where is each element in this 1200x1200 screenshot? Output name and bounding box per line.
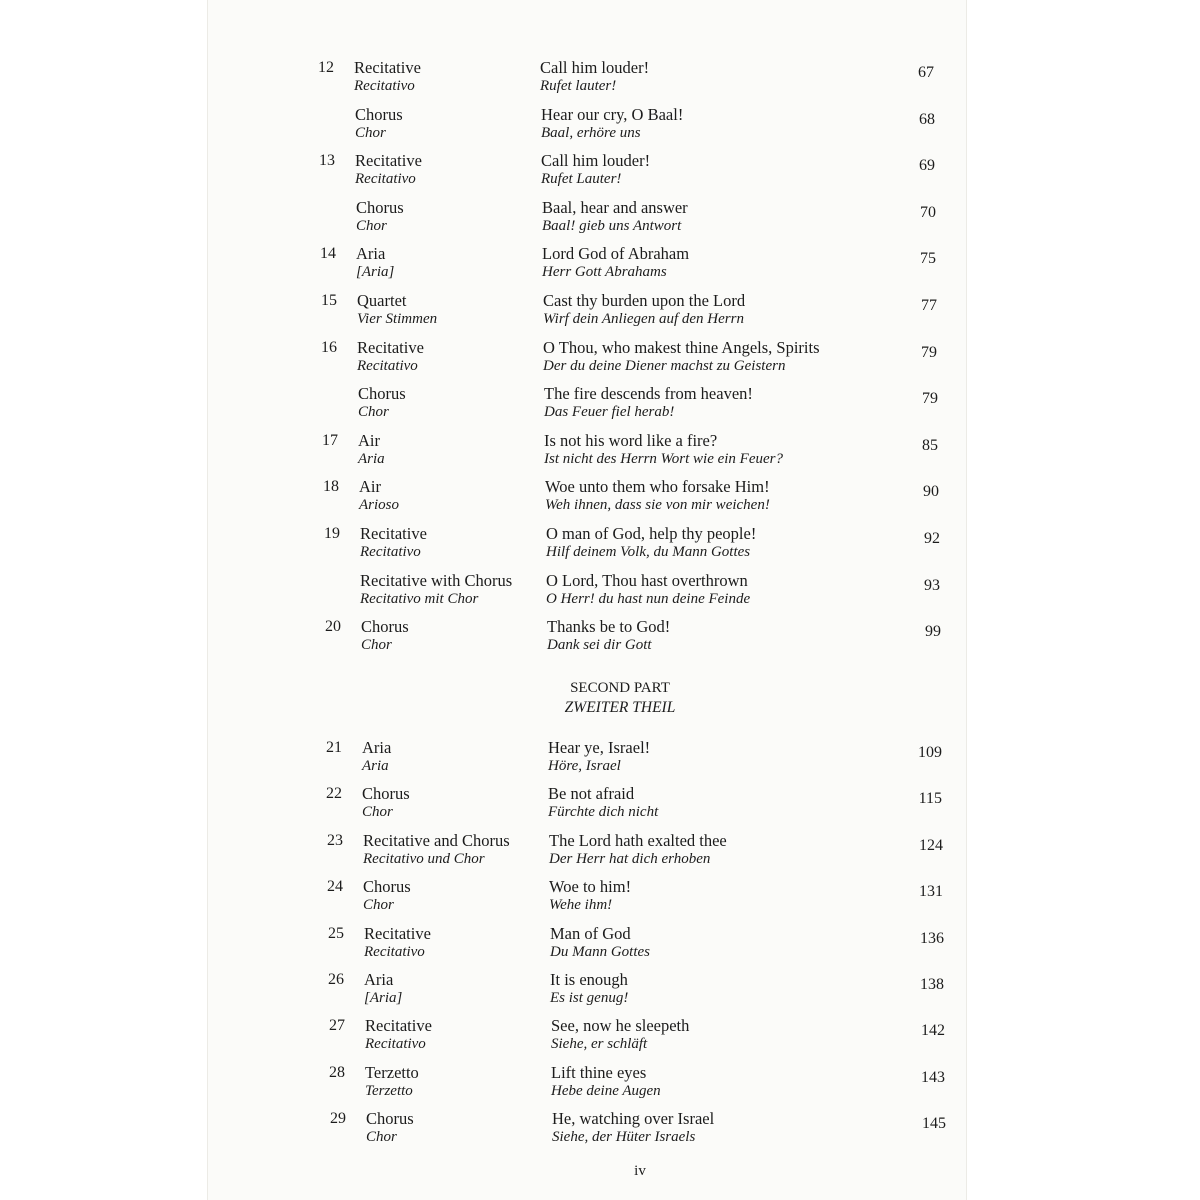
- movement-form-german: Terzetto: [365, 1082, 413, 1099]
- movement-form-german: Chor: [362, 804, 393, 821]
- movement-title-german: Hilf deinem Volk, du Mann Gottes: [546, 544, 751, 560]
- contents-entry: [0, 338, 1200, 382]
- movement-form-german: Recitativo und Chor: [363, 850, 485, 867]
- movement-title-english: Baal, hear and answer: [542, 197, 688, 217]
- contents-entry: [0, 1016, 1200, 1060]
- movement-number: 27: [329, 1017, 345, 1035]
- page-number: 142: [921, 1022, 945, 1040]
- movement-title-german: Rufet lauter!: [540, 78, 617, 94]
- movement-form-english: Recitative with Chorus: [360, 570, 513, 590]
- movement-form-german: Recitativo: [364, 943, 425, 960]
- movement-title-german: Rufet Lauter!: [541, 171, 622, 188]
- movement-title-german: Baal! gieb uns Antwort: [542, 217, 682, 234]
- contents-entry: [0, 784, 1200, 828]
- movement-title-english: Woe to him!: [549, 877, 632, 897]
- movement-title-english: The Lord hath exalted thee: [549, 830, 727, 850]
- page-number: 99: [925, 623, 941, 641]
- movement-title-english: O Lord, Thou hast overthrown: [546, 570, 748, 590]
- movement-form-english: Recitative: [365, 1016, 432, 1036]
- movement-title-german: Der Herr hat dich erhoben: [549, 850, 711, 867]
- movement-title-english: See, now he sleepeth: [551, 1016, 690, 1036]
- page-number: 138: [920, 976, 944, 993]
- movement-number: 26: [328, 971, 344, 988]
- movement-form-german: Recitativo: [355, 171, 416, 188]
- movement-form-german: Recitativo: [365, 1036, 426, 1053]
- movement-form-german: Recitativo mit Chor: [360, 590, 479, 607]
- movement-title-english: Be not afraid: [548, 784, 635, 804]
- movement-number: 16: [321, 338, 337, 356]
- movement-number: 12: [318, 59, 334, 76]
- movement-title-english: He, watching over Israel: [552, 1109, 715, 1129]
- movement-form-german: Chor: [358, 404, 389, 421]
- page-number: 75: [920, 250, 936, 268]
- movement-title-german: Das Feuer fiel herab!: [544, 404, 675, 421]
- movement-number: 13: [319, 152, 335, 170]
- contents-entry: [0, 477, 1200, 521]
- page-number: 69: [919, 157, 935, 175]
- movement-title-german: Wirf dein Anliegen auf den Herrn: [543, 311, 744, 327]
- movement-number: 28: [329, 1063, 345, 1081]
- movement-title-english: It is enough: [550, 970, 628, 989]
- movement-form-english: Chorus: [361, 617, 409, 637]
- movement-title-english: Is not his word like a fire?: [544, 430, 718, 450]
- movement-title-english: O Thou, who makest thine Angels, Spirits: [543, 337, 820, 357]
- page-number: 68: [919, 110, 935, 128]
- movement-title-german: Hebe deine Augen: [551, 1082, 661, 1099]
- movement-form-german: Aria: [362, 758, 389, 774]
- contents-entry: [0, 151, 1200, 195]
- contents-entry: [0, 431, 1200, 475]
- movement-form-english: Quartet: [357, 291, 407, 310]
- page-number: 115: [918, 790, 942, 808]
- movement-form-english: Chorus: [355, 104, 403, 124]
- movement-number: 23: [327, 831, 343, 849]
- movement-number: 21: [326, 739, 342, 756]
- movement-form-german: [Aria]: [364, 990, 403, 1006]
- movement-form-english: Air: [358, 430, 380, 450]
- movement-title-german: Fürchte dich nicht: [548, 804, 659, 821]
- page-number: 145: [922, 1115, 946, 1133]
- movement-title-german: Es ist genug!: [550, 990, 629, 1006]
- page-number: 131: [919, 883, 943, 901]
- page-number: 77: [921, 297, 937, 314]
- movement-form-english: Aria: [356, 244, 386, 264]
- movement-form-german: Aria: [358, 450, 385, 467]
- contents-entry: [0, 291, 1200, 335]
- page-number: 109: [918, 744, 942, 761]
- movement-form-english: Terzetto: [365, 1062, 419, 1082]
- movement-form-english: Recitative and Chorus: [363, 830, 510, 850]
- movement-form-german: Recitativo: [354, 78, 415, 94]
- contents-entry: [0, 198, 1200, 242]
- movement-title-english: Thanks be to God!: [547, 617, 671, 637]
- contents-entry: [0, 524, 1200, 568]
- movement-title-english: O man of God, help thy people!: [546, 524, 757, 543]
- movement-form-english: Air: [359, 477, 381, 497]
- movement-title-german: Siehe, der Hüter Israels: [552, 1129, 696, 1146]
- movement-title-german: Ist nicht des Herrn Wort wie ein Feuer?: [544, 450, 783, 467]
- movement-form-german: Chor: [363, 897, 394, 914]
- movement-title-english: Man of God: [550, 923, 631, 943]
- movement-title-english: Call him louder!: [540, 58, 650, 77]
- movement-form-english: Aria: [362, 738, 392, 757]
- movement-number: 20: [325, 618, 341, 636]
- contents-entry: [0, 831, 1200, 875]
- movement-form-english: Recitative: [355, 151, 422, 171]
- movement-form-german: Vier Stimmen: [357, 311, 438, 327]
- movement-form-english: Chorus: [366, 1109, 414, 1129]
- page-number: 79: [922, 390, 938, 408]
- page-number: 143: [921, 1068, 945, 1086]
- movement-title-german: Dank sei dir Gott: [547, 637, 652, 654]
- movement-title-german: Du Mann Gottes: [550, 943, 650, 960]
- page-number: 136: [920, 929, 944, 947]
- contents-entry: [0, 244, 1200, 288]
- contents-entry: [0, 738, 1200, 782]
- movement-form-english: Recitative: [354, 58, 421, 77]
- page-number: 93: [924, 576, 940, 594]
- contents-entry: [0, 1063, 1200, 1107]
- contents-entry: [0, 924, 1200, 968]
- page-number: 70: [920, 203, 936, 221]
- movement-title-english: Hear ye, Israel!: [548, 738, 651, 757]
- movement-form-german: Recitativo: [357, 357, 418, 374]
- contents-entry: [0, 571, 1200, 615]
- contents-entry: [0, 970, 1200, 1014]
- movement-form-english: Chorus: [356, 197, 404, 217]
- movement-number: 15: [321, 292, 337, 309]
- movement-number: 24: [327, 878, 343, 896]
- movement-title-german: Siehe, er schläft: [551, 1036, 648, 1053]
- movement-form-german: Chor: [355, 124, 386, 141]
- movement-number: 17: [322, 431, 338, 449]
- movement-number: 19: [324, 525, 340, 542]
- page-folio: iv: [634, 1163, 646, 1179]
- movement-number: 18: [323, 478, 339, 496]
- movement-title-english: Call him louder!: [541, 151, 651, 171]
- movement-form-german: [Aria]: [356, 264, 395, 281]
- movement-form-german: Arioso: [359, 497, 400, 514]
- movement-title-german: O Herr! du hast nun deine Feinde: [546, 590, 751, 607]
- movement-number: 25: [328, 924, 344, 942]
- movement-title-german: Weh ihnen, dass sie von mir weichen!: [545, 497, 770, 514]
- contents-entry: [0, 58, 1200, 102]
- movement-form-german: Chor: [361, 637, 392, 654]
- movement-title-german: Höre, Israel: [548, 758, 621, 774]
- movement-title-german: Baal, erhöre uns: [541, 124, 641, 141]
- contents-entry: [0, 617, 1200, 661]
- movement-title-german: Der du deine Diener machst zu Geistern: [543, 357, 786, 374]
- page-number: 124: [919, 836, 943, 854]
- page-number: 67: [918, 64, 934, 81]
- movement-form-german: Recitativo: [360, 544, 421, 560]
- contents-entry: [0, 1109, 1200, 1153]
- movement-title-german: Wehe ihm!: [549, 897, 613, 914]
- movement-form-english: Chorus: [363, 877, 411, 897]
- movement-title-english: Lift thine eyes: [551, 1062, 647, 1082]
- section-heading-german: ZWEITER THEIL: [564, 699, 676, 716]
- movement-form-english: Recitative: [364, 923, 431, 943]
- page-number: 79: [921, 343, 937, 361]
- movement-form-english: Recitative: [360, 524, 427, 543]
- movement-number: 14: [320, 245, 336, 263]
- movement-form-german: Chor: [356, 217, 387, 234]
- page-number: 92: [924, 530, 940, 547]
- movement-title-german: Herr Gott Abrahams: [542, 264, 667, 281]
- movement-form-english: Chorus: [362, 784, 410, 804]
- movement-title-english: Woe unto them who forsake Him!: [545, 477, 770, 497]
- page-number: 85: [922, 436, 938, 454]
- movement-form-english: Chorus: [358, 384, 406, 404]
- section-heading-english: SECOND PART: [570, 680, 670, 696]
- movement-title-english: The fire descends from heaven!: [544, 384, 753, 404]
- contents-entry: [0, 384, 1200, 428]
- movement-form-german: Chor: [366, 1129, 397, 1146]
- movement-title-english: Hear our cry, O Baal!: [541, 104, 684, 124]
- contents-entry: [0, 877, 1200, 921]
- page-number: 90: [923, 483, 939, 501]
- movement-form-english: Aria: [364, 970, 394, 989]
- movement-number: 29: [330, 1110, 346, 1128]
- movement-title-english: Lord God of Abraham: [542, 244, 690, 264]
- movement-form-english: Recitative: [357, 337, 424, 357]
- movement-number: 22: [326, 785, 342, 803]
- movement-title-english: Cast thy burden upon the Lord: [543, 291, 746, 310]
- contents-entry: [0, 105, 1200, 149]
